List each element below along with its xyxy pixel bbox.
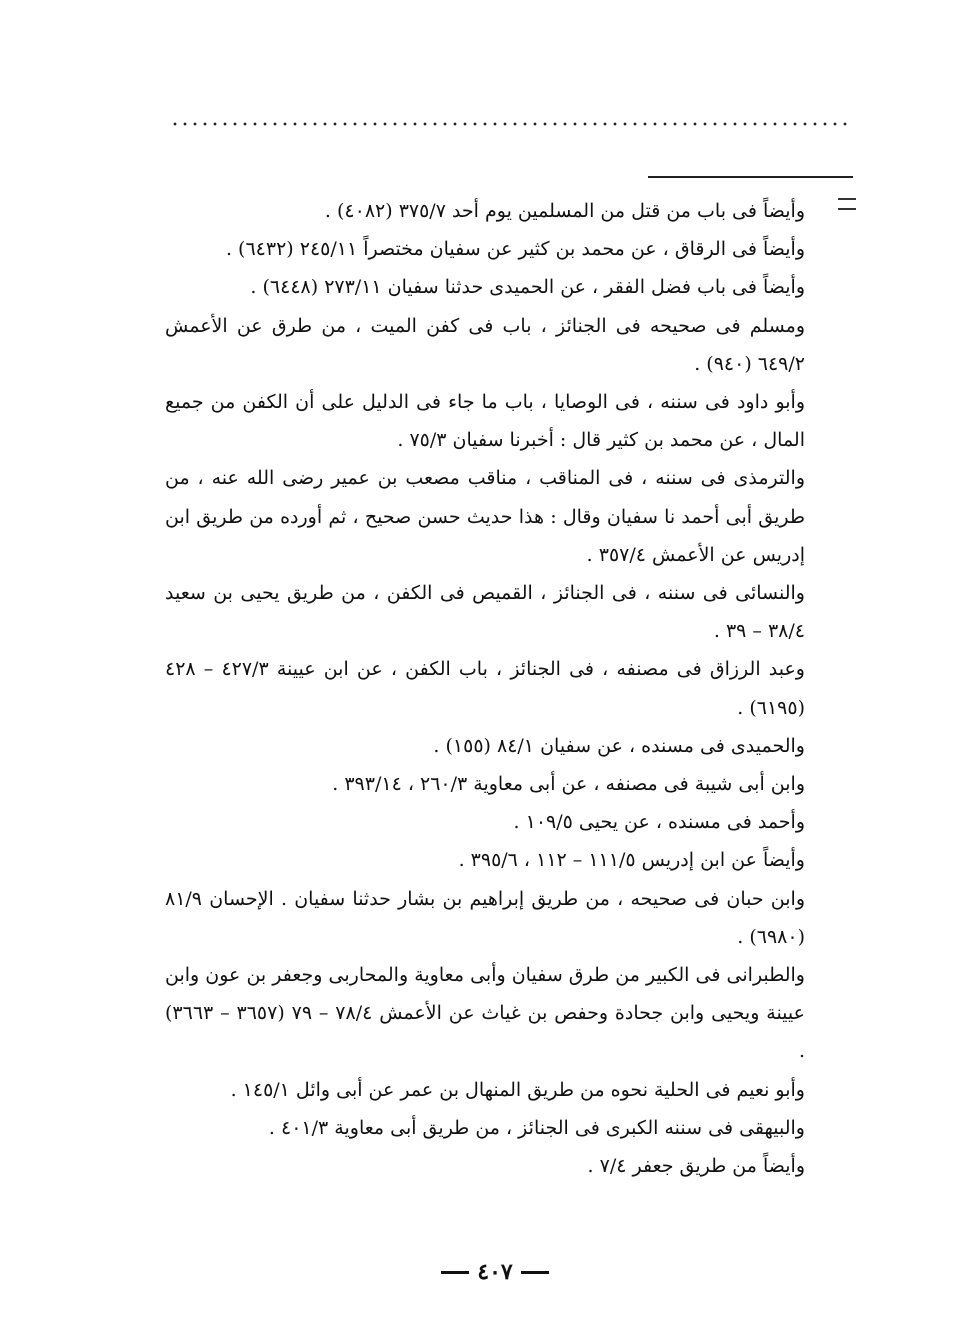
footnote-entry: وأيضاً فى باب من قتل من المسلمين يوم أحد ٣٧٥/٧ (٤٠٨٢) .	[324, 200, 805, 222]
footnotes-block	[165, 192, 805, 1185]
footnote-entry: والبيهقى فى سننه الكبرى فى الجنائز ، من طريق أبى معاوية ٤٠١/٣ .	[268, 1116, 805, 1139]
page-number-text: ٤٠٧	[477, 1259, 513, 1285]
footnote-entry: وابن حبان فى صحيحه ، من طريق إبراهيم بن بشار حدثنا سفيان . الإحسان ٨١/٩ (٦٩٨٠) .	[165, 887, 805, 948]
footnote-rule	[648, 176, 853, 178]
footnote-entry: وعبد الرزاق فى مصنفه ، فى الجنائز ، باب الكفن ، عن ابن عيينة ٤٢٧/٣ – ٤٢٨ (٦١٩٥) .	[165, 658, 805, 719]
footnote-entry: والحميدى فى مسنده ، عن سفيان ٨٤/١ (١٥٥) .	[433, 734, 805, 757]
dotted-separator	[170, 118, 850, 130]
footnote-entry: وأبو نعيم فى الحلية نحوه من طريق المنهال بن عمر عن أبى وائل ١٤٥/١ .	[230, 1078, 805, 1101]
footnote-entry: وأبو داود فى سننه ، فى الوصايا ، باب ما جاء فى الدليل على أن الكفن من جميع المال ، عن محمد بن كثير قال : أخبرنا سفيان ٧٥/٣ .	[165, 391, 805, 452]
folio-dash	[441, 1271, 469, 1274]
footnote-entry: وأحمد فى مسنده ، عن يحيى ١٠٩/٥ .	[513, 811, 805, 834]
footnote-entry: وأيضاً من طريق جعفر ٧/٤ .	[587, 1155, 805, 1178]
footnote-entry: والنسائى فى سننه ، فى الجنائز ، القميص فى الكفن ، من طريق يحيى بن سعيد ٣٨/٤ – ٣٩ .	[165, 582, 805, 643]
page-number	[420, 1256, 570, 1288]
footnote-entry: ومسلم فى صحيحه فى الجنائز ، باب فى كفن الميت ، من طرق عن الأعمش ٦٤٩/٢ (٩٤٠) .	[165, 314, 805, 375]
footnote-entry: وابن أبى شيبة فى مصنفه ، عن أبى معاوية ٢٦٠/٣ ، ٣٩٣/١٤ .	[332, 773, 805, 796]
folio-dash	[521, 1271, 549, 1274]
footnote-entry: وأيضاً عن ابن إدريس ١١١/٥ – ١١٢ ، ٣٩٥/٦ .	[458, 849, 805, 872]
continuation-mark	[838, 198, 856, 210]
footnote-entry: والترمذى فى سننه ، فى المناقب ، مناقب مصعب بن عمير رضى الله عنه ، من طريق أبى أحمد نا سفيان وقال : هذا حديث حسن صحيح ، ثم أورده من طريق ابن إدريس عن الأعمش ٣٥٧/٤ .	[165, 467, 805, 566]
footnote-entry: والطبرانى فى الكبير من طرق سفيان وأبى معاوية والمحاربى وجعفر بن عون وابن عيينة ويحيى وابن جحادة وحفص بن غياث عن الأعمش ٧٨/٤ – ٧٩ (٣٦٥٧ – ٣٦٦٣) .	[165, 964, 805, 1063]
footnote-entry: وأيضاً فى باب فضل الفقر ، عن الحميدى حدثنا سفيان ٢٧٣/١١ (٦٤٤٨) .	[250, 276, 805, 299]
footnote-entry: وأيضاً فى الرقاق ، عن محمد بن كثير عن سفيان مختصراً ٢٤٥/١١ (٦٤٣٢) .	[225, 238, 805, 261]
